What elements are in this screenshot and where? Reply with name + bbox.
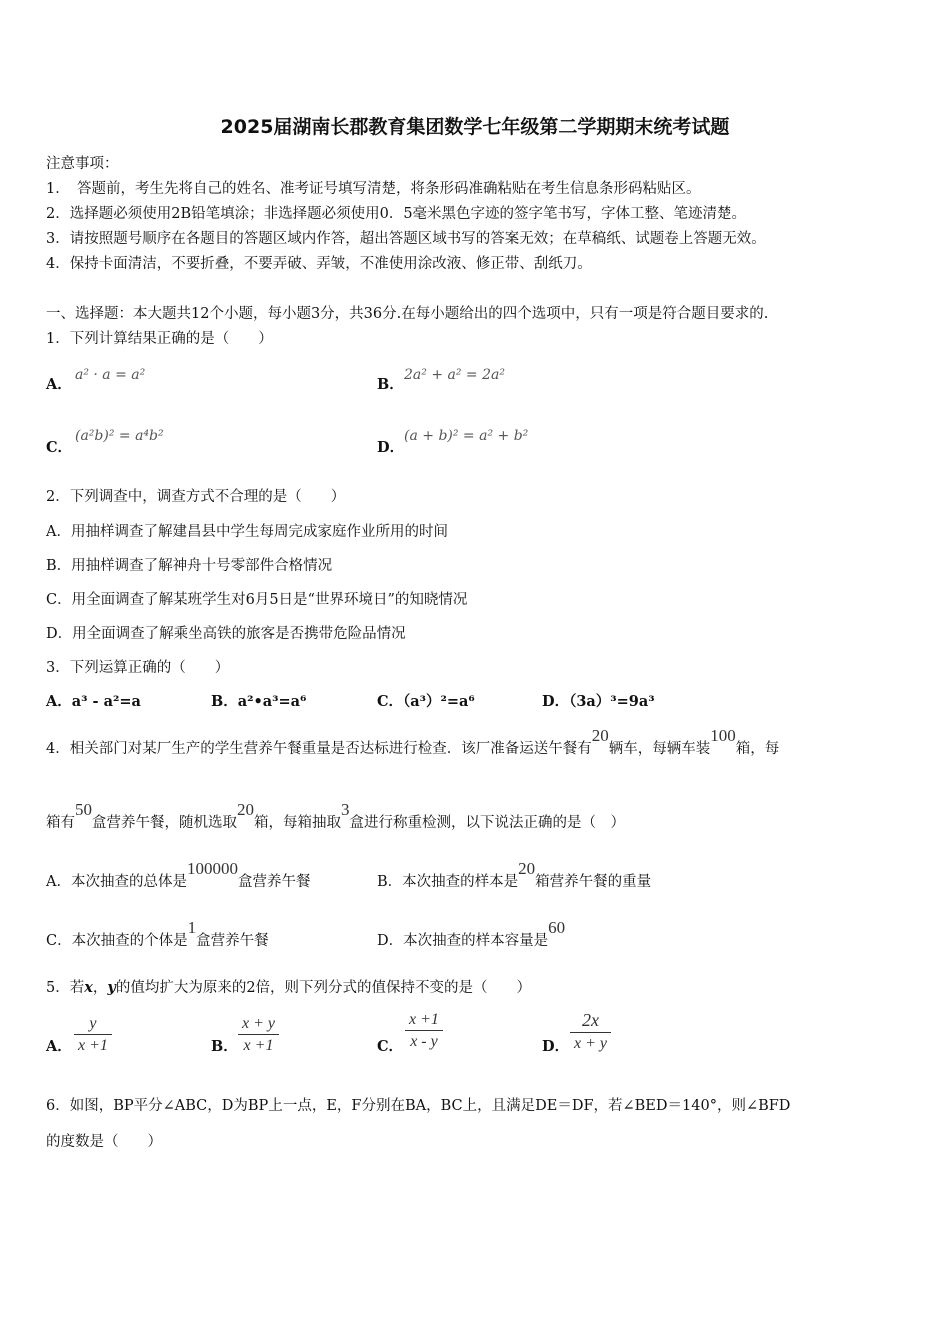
fraction [570, 1010, 611, 1053]
number: 60 [548, 918, 566, 937]
option [46, 918, 269, 950]
option-label: B． [377, 376, 404, 393]
option-label: B． [211, 1038, 238, 1055]
option-formula: (a²b)² = a⁴b² [75, 428, 164, 444]
option [377, 859, 652, 891]
numerator: 2x [582, 1010, 599, 1030]
notice-item: 2．选择题必须使用2B铅笔填涂；非选择题必须使用0．5毫米黑色字迹的签字笔书写，字体工整、笔迹清楚。 [46, 206, 747, 222]
stem-text: 5．若 [46, 980, 85, 996]
option-label: A． [46, 1038, 72, 1055]
question-stem: 6．如图，BP平分∠ABC，D为BP上一点，E，F分别在BA，BC上，且满足DE＝DF，若∠BED＝140°，则∠BFD [46, 1098, 791, 1114]
stem-text: 4．相关部门对某厂生产的学生营养午餐重量是否达标进行检查．该厂准备运送午餐有 [46, 741, 592, 757]
question-stem [46, 976, 531, 997]
number: 20 [237, 800, 254, 819]
option: D．用全面调查了解乘坐高铁的旅客是否携带危险品情况 [46, 626, 406, 642]
question-stem: 1．下列计算结果正确的是（ ） [46, 331, 273, 347]
denominator: x - y [410, 1033, 438, 1050]
number: 20 [518, 859, 536, 878]
notice-item: 4．保持卡面清洁，不要折叠，不要弄破、弄皱，不准使用涂改液、修正带、刮纸刀。 [46, 256, 592, 272]
option: C．（a³）²=a⁶ [377, 693, 475, 710]
section-heading: 一、选择题：本大题共12个小题，每小题3分，共36分.在每小题给出的四个选项中，只有一项是符合题目要求的. [46, 306, 769, 322]
page-title: 2025届湖南长郡教育集团数学七年级第二学期期末统考试题 [220, 116, 730, 138]
option: A．用抽样调查了解建昌县中学生每周完成家庭作业所用的时间 [46, 524, 448, 540]
notice-item: 3．请按照题号顺序在各题目的答题区域内作答，超出答题区域书写的答案无效；在草稿纸、试题卷上答题无效。 [46, 231, 766, 247]
option-label: D． [542, 1038, 570, 1055]
option: D．（3a）³=9a³ [542, 693, 655, 710]
option-label: A． [46, 376, 72, 393]
question-stem: 3．下列运算正确的（ ） [46, 660, 230, 676]
number: 1 [187, 918, 197, 937]
numerator: x +1 [409, 1011, 439, 1028]
number: 100000 [186, 859, 238, 878]
option-text: A．本次抽查的总体是 [46, 874, 187, 890]
fraction [74, 1015, 112, 1055]
question-stem: 的度数是（ ） [46, 1134, 162, 1150]
question-stem [46, 800, 625, 832]
variable-x: x [84, 979, 93, 996]
variable-y: y [107, 979, 116, 996]
option: C．用全面调查了解某班学生对6月5日是“世界环境日”的知晓情况 [46, 592, 468, 608]
stem-text: 箱，每 [735, 741, 780, 757]
stem-text: 的值均扩大为原来的2倍，则下列分式的值保持不变的是（ ） [115, 980, 532, 996]
stem-text: 盒进行称重检测，以下说法正确的是（ ） [349, 815, 625, 831]
option [46, 859, 311, 891]
fraction [238, 1015, 279, 1055]
stem-text: 盒营养午餐，随机选取 [92, 815, 237, 831]
denominator: x +1 [243, 1037, 274, 1054]
number: 100 [710, 726, 736, 745]
option-text: 箱营养午餐的重量 [535, 874, 652, 890]
option-text: 盒营养午餐 [196, 933, 269, 949]
option-label: C． [377, 1038, 404, 1055]
denominator: x +1 [78, 1037, 108, 1054]
option: A．a³ - a²=a [46, 693, 141, 710]
notice-heading: 注意事项： [46, 156, 119, 172]
question-stem: 2．下列调查中，调查方式不合理的是（ ） [46, 489, 346, 505]
number: 3 [341, 800, 350, 819]
fraction [405, 1011, 443, 1051]
number: 20 [591, 726, 609, 745]
option-text: D．本次抽查的样本容量是 [377, 933, 549, 949]
stem-text: 辆车，每辆车装 [608, 741, 711, 757]
option-label: C． [46, 439, 73, 456]
option: B．a²•a³=a⁶ [211, 693, 307, 710]
number: 50 [75, 800, 92, 819]
option-label: D． [377, 439, 405, 456]
option-text: 盒营养午餐 [237, 874, 311, 890]
notice-item: 1． 答题前，考生先将自己的姓名、准考证号填写清楚，将条形码准确粘贴在考生信息条形码粘贴区。 [46, 181, 701, 197]
numerator: x + y [242, 1015, 275, 1032]
stem-text: ， [92, 980, 108, 996]
option-formula: (a + b)² = a² + b² [404, 428, 529, 444]
denominator: x + y [574, 1035, 607, 1052]
question-stem [46, 726, 780, 758]
option [377, 918, 566, 950]
stem-text: 箱，每箱抽取 [254, 815, 341, 831]
option-text: C．本次抽查的个体是 [46, 933, 188, 949]
stem-text: 箱有 [46, 815, 75, 831]
numerator: y [89, 1015, 97, 1032]
option-formula: 2a² + a² = 2a² [404, 367, 505, 383]
option: B．用抽样调查了解神舟十号零部件合格情况 [46, 558, 333, 574]
option-formula: a² · a = a² [75, 367, 146, 383]
option-text: B．本次抽查的样本是 [377, 874, 519, 890]
